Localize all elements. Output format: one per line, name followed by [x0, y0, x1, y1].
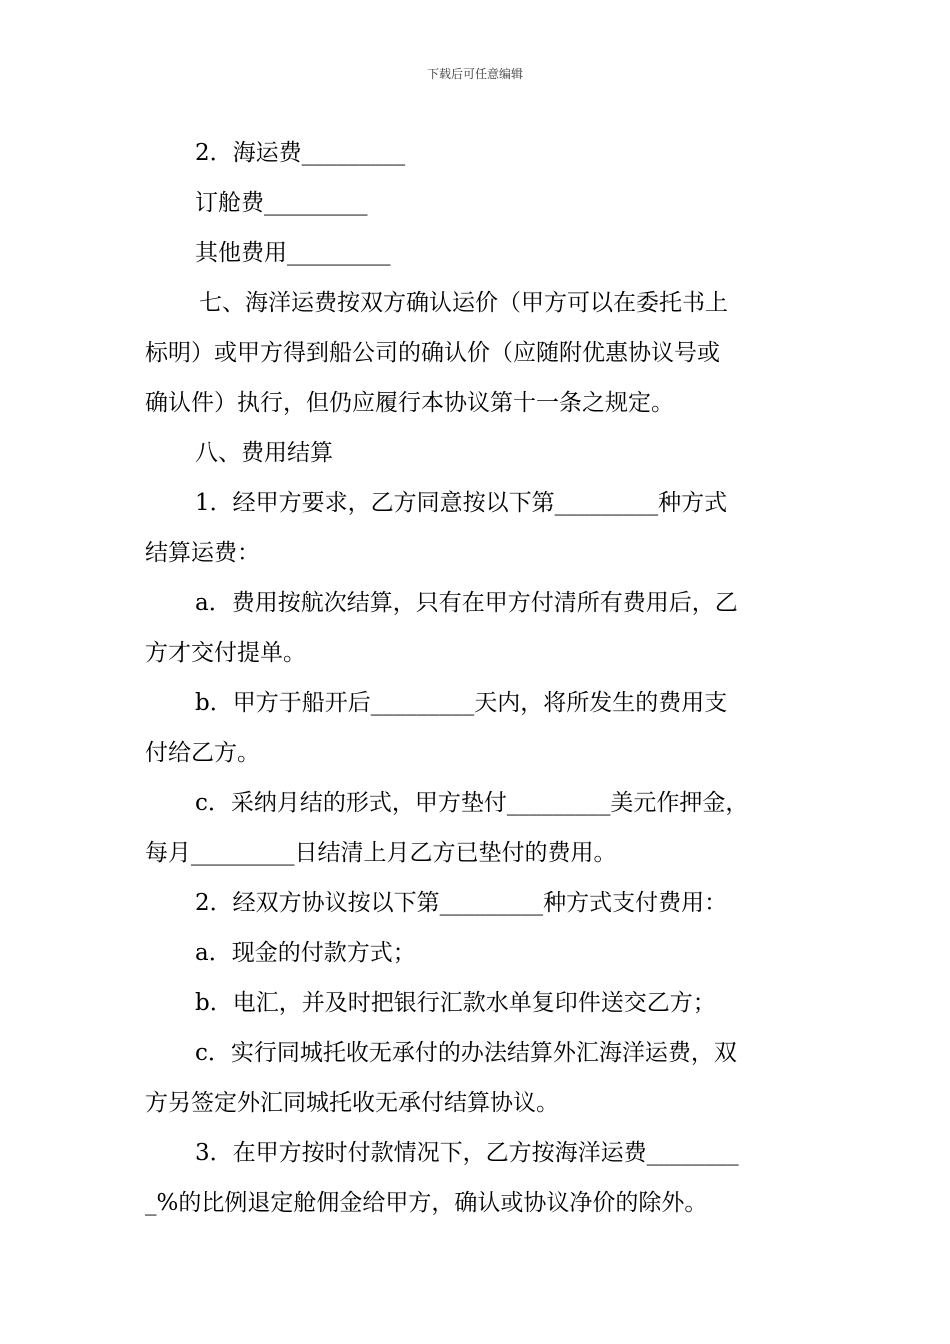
text-line: 付给乙方。 — [145, 740, 260, 766]
text-line: 每月_________日结清上月乙方已垫付的费用。 — [145, 840, 617, 866]
text-line: 2．海运费_________ — [195, 140, 406, 166]
text-line: 2．经双方协议按以下第_________种方式支付费用： — [195, 890, 728, 916]
text-line: 方才交付提单。 — [145, 640, 306, 666]
text-line: 订舱费_________ — [195, 190, 368, 216]
text-line: b．电汇，并及时把银行汇款水单复印件送交乙方； — [195, 990, 716, 1016]
text-line: a．费用按航次结算，只有在甲方付清所有费用后，乙 — [195, 590, 738, 616]
document-body — [145, 128, 815, 1228]
text-line: c．采纳月结的形式，甲方垫付_________美元作押金， — [195, 790, 749, 816]
text-line: 结算运费： — [145, 540, 260, 566]
text-line: 1．经甲方要求，乙方同意按以下第_________种方式 — [195, 490, 728, 516]
section-heading: 八、费用结算 — [195, 440, 333, 466]
text-line: 七、海洋运费按双方确认运价（甲方可以在委托书上 — [199, 290, 728, 316]
text-line: 方另签定外汇同城托收无承付结算协议。 — [145, 1090, 559, 1116]
text-line: c．实行同城托收无承付的办法结算外汇海洋运费，双 — [195, 1040, 737, 1066]
text-line: _%的比例退定舱佣金给甲方，确认或协议净价的除外。 — [145, 1190, 708, 1216]
page-header: 下载后可任意编辑 — [426, 67, 523, 81]
text-line: 确认件）执行，但仍应履行本协议第十一条之规定。 — [145, 390, 674, 416]
text-line: 其他费用_________ — [195, 240, 391, 266]
text-line: 3．在甲方按时付款情况下，乙方按海洋运费________ — [195, 1140, 739, 1166]
text-line: b．甲方于船开后_________天内，将所发生的费用支 — [195, 690, 728, 716]
text-line: 标明）或甲方得到船公司的确认价（应随附优惠协议号或 — [145, 340, 720, 366]
text-line: a．现金的付款方式； — [195, 940, 416, 966]
